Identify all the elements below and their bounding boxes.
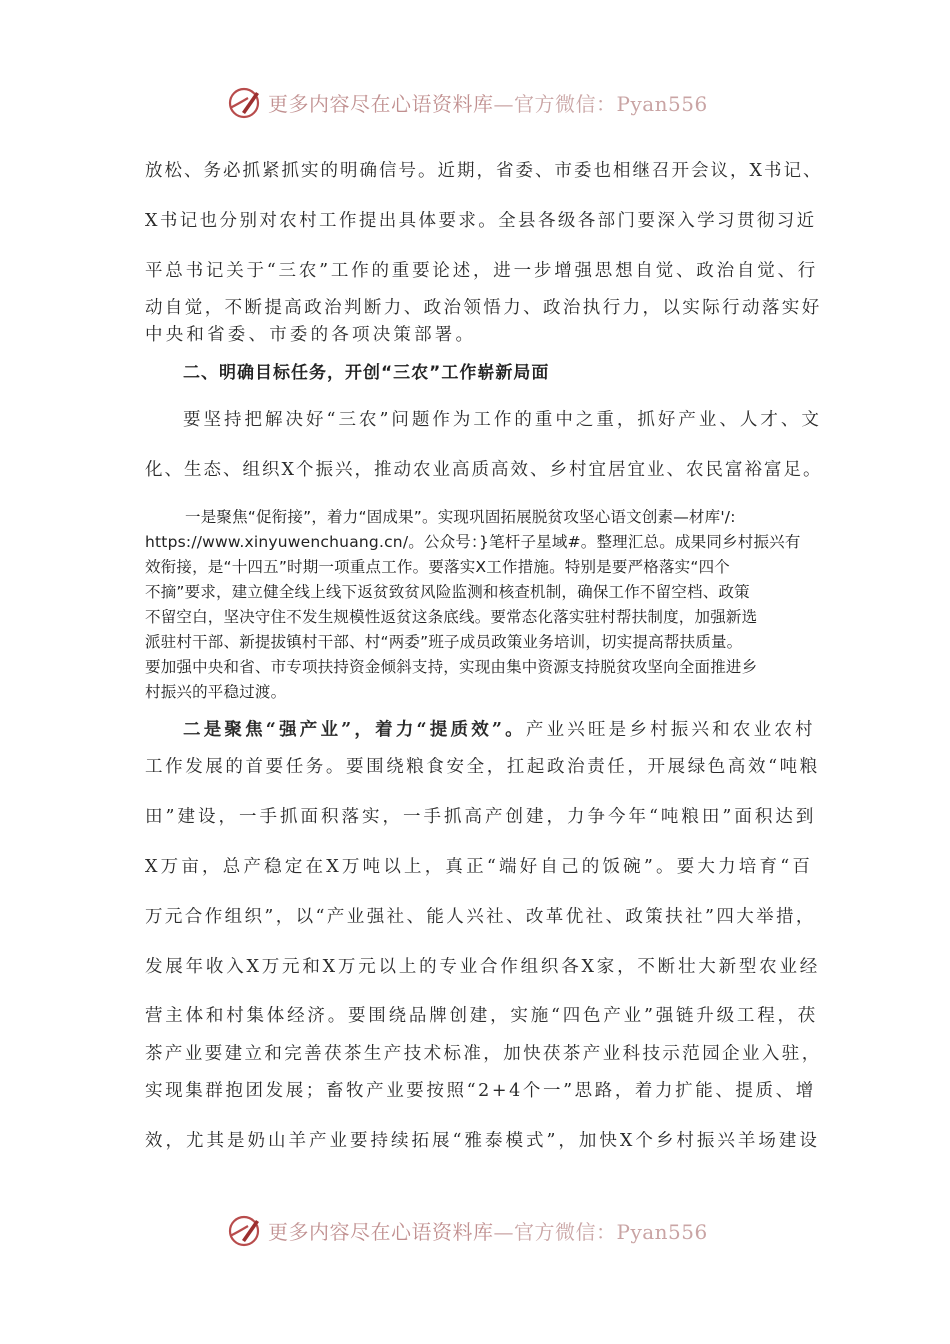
body-line-small: 村振兴的平稳过渡。 bbox=[145, 683, 287, 701]
footer-banner bbox=[0, 1210, 950, 1250]
header-banner bbox=[0, 82, 950, 122]
body-line-small: 派驻村干部、新提拔镇村干部、村“两委”班子成员政策业务培训，切实提高帮扶质量。 bbox=[145, 633, 743, 651]
body-line-small: 效衔接，是“十四五”时期一项重点工作。要落实X工作措施。特别是要严格落实“四个 bbox=[145, 558, 731, 576]
body-line-small: https://www.xinyuwenchuang.cn/。公众号：}笔杆子星域#。整理汇总。成果同乡村振兴有 bbox=[145, 533, 801, 551]
pen-in-circle-icon bbox=[226, 1214, 262, 1248]
body-line bbox=[183, 716, 816, 741]
body-line: 发展年收入X万元和X万元以上的专业合作组织各X家，不断壮大新型农业经 bbox=[145, 957, 821, 977]
footer-banner-text bbox=[268, 1216, 708, 1245]
body-line: 茶产业要建立和完善茯茶生产技术标准，加快茯茶产业科技示范园企业入驻， bbox=[145, 1044, 822, 1064]
body-line: 平总书记关于“三农”工作的重要论述，进一步增强思想自觉、政治自觉、行 bbox=[145, 261, 819, 281]
body-line: 放松、务必抓紧抓实的明确信号。近期，省委、市委也相继召开会议，X书记、 bbox=[145, 161, 823, 181]
banner-brand: 更多内容尽在心语资料库 bbox=[268, 1220, 494, 1244]
body-line-small: 不留空白，坚决守住不发生规模性返贫这条底线。要常态化落实驻村帮扶制度，加强新选 bbox=[145, 608, 758, 626]
body-line: 效，尤其是奶山羊产业要持续拓展“雅泰模式”，加快X个乡村振兴羊场建设 bbox=[145, 1131, 820, 1151]
banner-brand: 更多内容尽在心语资料库 bbox=[268, 92, 494, 116]
body-line-rest: 产业兴旺是乡村振兴和农业农村 bbox=[525, 720, 816, 740]
body-line: 中央和省委、市委的各项决策部署。 bbox=[145, 325, 477, 345]
body-line: X书记也分别对农村工作提出具体要求。全县各级各部门要深入学习贯彻习近 bbox=[145, 211, 817, 231]
body-line: 田”建设，一手抓面积落实，一手抓高产创建，力争今年“吨粮田”面积达到 bbox=[145, 807, 817, 827]
body-line: 要坚持把解决好“三农”问题作为工作的重中之重，抓好产业、人才、文 bbox=[183, 410, 822, 430]
banner-wechat: 官方微信：Pyan556 bbox=[514, 92, 708, 116]
pen-in-circle-icon bbox=[226, 86, 262, 120]
banner-wechat: 官方微信：Pyan556 bbox=[514, 1220, 708, 1244]
body-line: 化、生态、组织X个振兴，推动农业高质高效、乡村宜居宜业、农民富裕富足。 bbox=[145, 460, 823, 480]
banner-dash: — bbox=[493, 92, 514, 116]
body-line: 工作发展的首要任务。要围绕粮食安全，扛起政治责任，开展绿色高效“吨粮 bbox=[145, 757, 820, 777]
body-line-small: 不摘”要求，建立健全线上线下返贫致贫风险监测和核查机制，确保工作不留空档、政策 bbox=[145, 583, 750, 601]
section-heading: 二、明确目标任务，开创“三农”工作崭新局面 bbox=[183, 363, 550, 383]
body-line: 实现集群抱团发展；畜牧产业要按照“2+4个一”思路，着力扩能、提质、增 bbox=[145, 1081, 816, 1101]
banner-dash: — bbox=[493, 1220, 514, 1244]
body-line: 万元合作组织”，以“产业强社、能人兴社、改革优社、政策扶社”四大举措， bbox=[145, 907, 816, 927]
body-line-small: 一是聚焦“促衔接”，着力“固成果”。实现巩固拓展脱贫攻坚心语文创素—材库'/: bbox=[185, 508, 736, 526]
body-line: 动自觉，不断提高政治判断力、政治领悟力、政治执行力，以实际行动落实好 bbox=[145, 298, 822, 318]
body-line-small: 要加强中央和省、市专项扶持资金倾斜支持，实现由集中资源支持脱贫攻坚向全面推进乡 bbox=[145, 658, 758, 676]
body-line: X万亩，总产稳定在X万吨以上，真正“端好自己的饭碗”。要大力培育“百 bbox=[145, 857, 814, 877]
header-banner-text bbox=[268, 88, 708, 117]
bold-lead: 二是聚焦“强产业”，着力“提质效”。 bbox=[183, 720, 526, 740]
body-line: 营主体和村集体经济。要围绕品牌创建，实施“四色产业”强链升级工程，茯 bbox=[145, 1006, 819, 1026]
